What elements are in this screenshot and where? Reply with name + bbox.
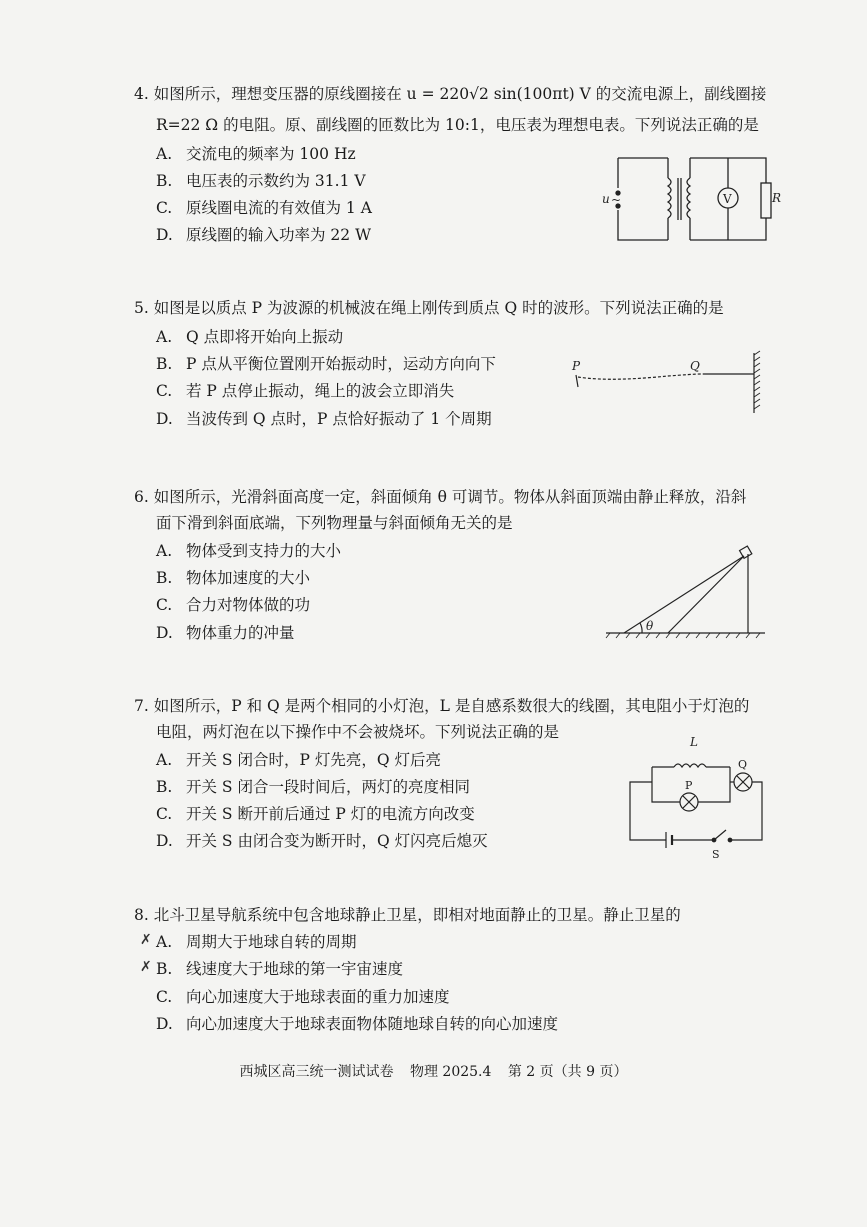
q8-option-a-cross-mark: ✗ [140, 932, 152, 948]
option-text: 合力对物体做的功 [186, 596, 311, 614]
option-text: 开关 S 由闭合变为断开时，Q 灯闪亮后熄灭 [186, 832, 488, 850]
q6-stem-line1 [134, 486, 746, 508]
option-label: D. [156, 832, 173, 850]
option-label: B. [156, 960, 173, 978]
q8-option-a[interactable] [156, 931, 357, 953]
option-text: 开关 S 闭合时，P 灯先亮，Q 灯后亮 [186, 751, 441, 769]
option-text: 线速度大于地球的第一宇宙速度 [186, 960, 404, 978]
option-label: B. [156, 778, 173, 796]
q5-wave-figure [568, 345, 768, 417]
q4-u-label: u [602, 192, 610, 206]
option-label: C. [156, 199, 173, 217]
option-label: D. [156, 226, 173, 244]
q8-option-d[interactable] [156, 1013, 558, 1035]
q5-p-label: P [572, 359, 581, 373]
option-text: 向心加速度大于地球表面物体随地球自转的向心加速度 [186, 1015, 559, 1033]
q7-stem-line1 [134, 695, 749, 717]
q7-option-a[interactable] [156, 749, 441, 771]
q6-option-c[interactable] [156, 594, 310, 616]
option-text: 物体受到支持力的大小 [186, 542, 342, 560]
page-footer [0, 1061, 867, 1081]
q7-circuit-figure [622, 732, 772, 864]
option-text: 原线圈的输入功率为 22 W [186, 226, 372, 244]
option-label: A. [156, 328, 173, 346]
q6-option-b[interactable] [156, 567, 310, 589]
q7-stem-line2: 电阻，两灯泡在以下操作中不会被烧坏。下列说法正确的是 [156, 723, 560, 741]
q7-option-c[interactable] [156, 803, 475, 825]
q8-option-b[interactable] [156, 958, 403, 980]
option-text: 交流电的频率为 100 Hz [186, 145, 356, 163]
q5-stem-text1: 如图是以质点 P 为波源的机械波在绳上刚传到质点 Q 时的波形。下列说法正确的是 [153, 299, 724, 317]
option-text: P 点从平衡位置刚开始振动时，运动方向向下 [186, 355, 496, 373]
q5-option-d[interactable] [156, 408, 492, 430]
q4-stem-text1: 如图所示，理想变压器的原线圈接在 u = 220√2 sin(100πt) V 的交流电源上，副线圈接 [153, 85, 767, 103]
q7-number: 7. [134, 697, 149, 715]
option-label: C. [156, 596, 173, 614]
q5-number: 5. [134, 299, 149, 317]
option-label: D. [156, 624, 173, 642]
q7-s-label: S [712, 848, 720, 861]
q4-option-c[interactable] [156, 197, 372, 219]
option-label: D. [156, 1015, 173, 1033]
option-label: D. [156, 410, 173, 428]
q6-stem-line2: 面下滑到斜面底端，下列物理量与斜面倾角无关的是 [156, 514, 513, 532]
option-label: B. [156, 569, 173, 587]
footer-exam-title: 西城区高三统一测试试卷 [239, 1064, 394, 1080]
q8-stem-text1: 北斗卫星导航系统中包含地球静止卫星，即相对地面静止的卫星。静止卫星的 [153, 906, 681, 924]
footer-page-number: 第 2 页（共 9 页） [507, 1064, 628, 1080]
q6-option-d[interactable] [156, 622, 295, 644]
q4-option-b[interactable] [156, 170, 366, 192]
option-text: 物体重力的冲量 [186, 624, 295, 642]
option-text: Q 点即将开始向上振动 [186, 328, 344, 346]
q5-q-label: Q [690, 359, 700, 373]
q5-option-b[interactable] [156, 353, 496, 375]
option-label: A. [156, 751, 173, 769]
option-text: 若 P 点停止振动，绳上的波会立即消失 [186, 382, 455, 400]
q8-option-c[interactable] [156, 986, 450, 1008]
q6-number: 6. [134, 488, 149, 506]
option-label: A. [156, 933, 173, 951]
option-label: C. [156, 382, 173, 400]
option-label: B. [156, 355, 173, 373]
option-label: A. [156, 145, 173, 163]
option-text: 周期大于地球自转的周期 [186, 933, 357, 951]
q7-p-lamp-label: P [685, 779, 693, 792]
q8-number: 8. [134, 906, 149, 924]
option-text: 当波传到 Q 点时，P 点恰好振动了 1 个周期 [186, 410, 492, 428]
option-label: A. [156, 542, 173, 560]
q4-number: 4. [134, 85, 149, 103]
q7-q-lamp-label: Q [738, 758, 748, 771]
q5-stem-line1 [134, 297, 724, 319]
q4-option-d[interactable] [156, 224, 371, 246]
q4-transformer-figure [598, 148, 782, 248]
q6-option-a[interactable] [156, 540, 341, 562]
q7-option-d[interactable] [156, 830, 488, 852]
q7-l-label: L [690, 735, 698, 749]
q4-voltmeter-label: V [723, 192, 732, 206]
option-label: B. [156, 172, 173, 190]
q6-stem-text1: 如图所示，光滑斜面高度一定，斜面倾角 θ 可调节。物体从斜面顶端由静止释放，沿斜 [153, 488, 747, 506]
option-text: 物体加速度的大小 [186, 569, 311, 587]
q4-option-a[interactable] [156, 143, 356, 165]
q4-stem-line2: R=22 Ω 的电阻。原、副线圈的匝数比为 10:1，电压表为理想电表。下列说法正确的是 [156, 116, 759, 134]
q5-option-c[interactable] [156, 380, 454, 402]
option-text: 开关 S 闭合一段时间后，两灯的亮度相同 [186, 778, 470, 796]
q8-option-b-cross-mark: ✗ [140, 959, 152, 975]
q6-theta-label: θ [646, 619, 654, 633]
q8-stem-line1 [134, 904, 681, 926]
option-text: 向心加速度大于地球表面的重力加速度 [186, 988, 450, 1006]
q7-option-b[interactable] [156, 776, 470, 798]
q4-tilde-label: ~ [611, 193, 622, 207]
option-text: 电压表的示数约为 31.1 V [186, 172, 366, 190]
option-label: C. [156, 805, 173, 823]
option-text: 原线圈电流的有效值为 1 A [186, 199, 372, 217]
q7-stem-text1: 如图所示，P 和 Q 是两个相同的小灯泡，L 是自感系数很大的线圈，其电阻小于灯泡的 [153, 697, 750, 715]
q4-stem-line1 [134, 83, 766, 105]
q4-resistor-label: R [772, 191, 782, 205]
q5-option-a[interactable] [156, 326, 343, 348]
option-text: 开关 S 断开前后通过 P 灯的电流方向改变 [186, 805, 475, 823]
q6-incline-figure [600, 540, 770, 640]
option-label: C. [156, 988, 173, 1006]
footer-subject: 物理 2025.4 [409, 1064, 492, 1080]
